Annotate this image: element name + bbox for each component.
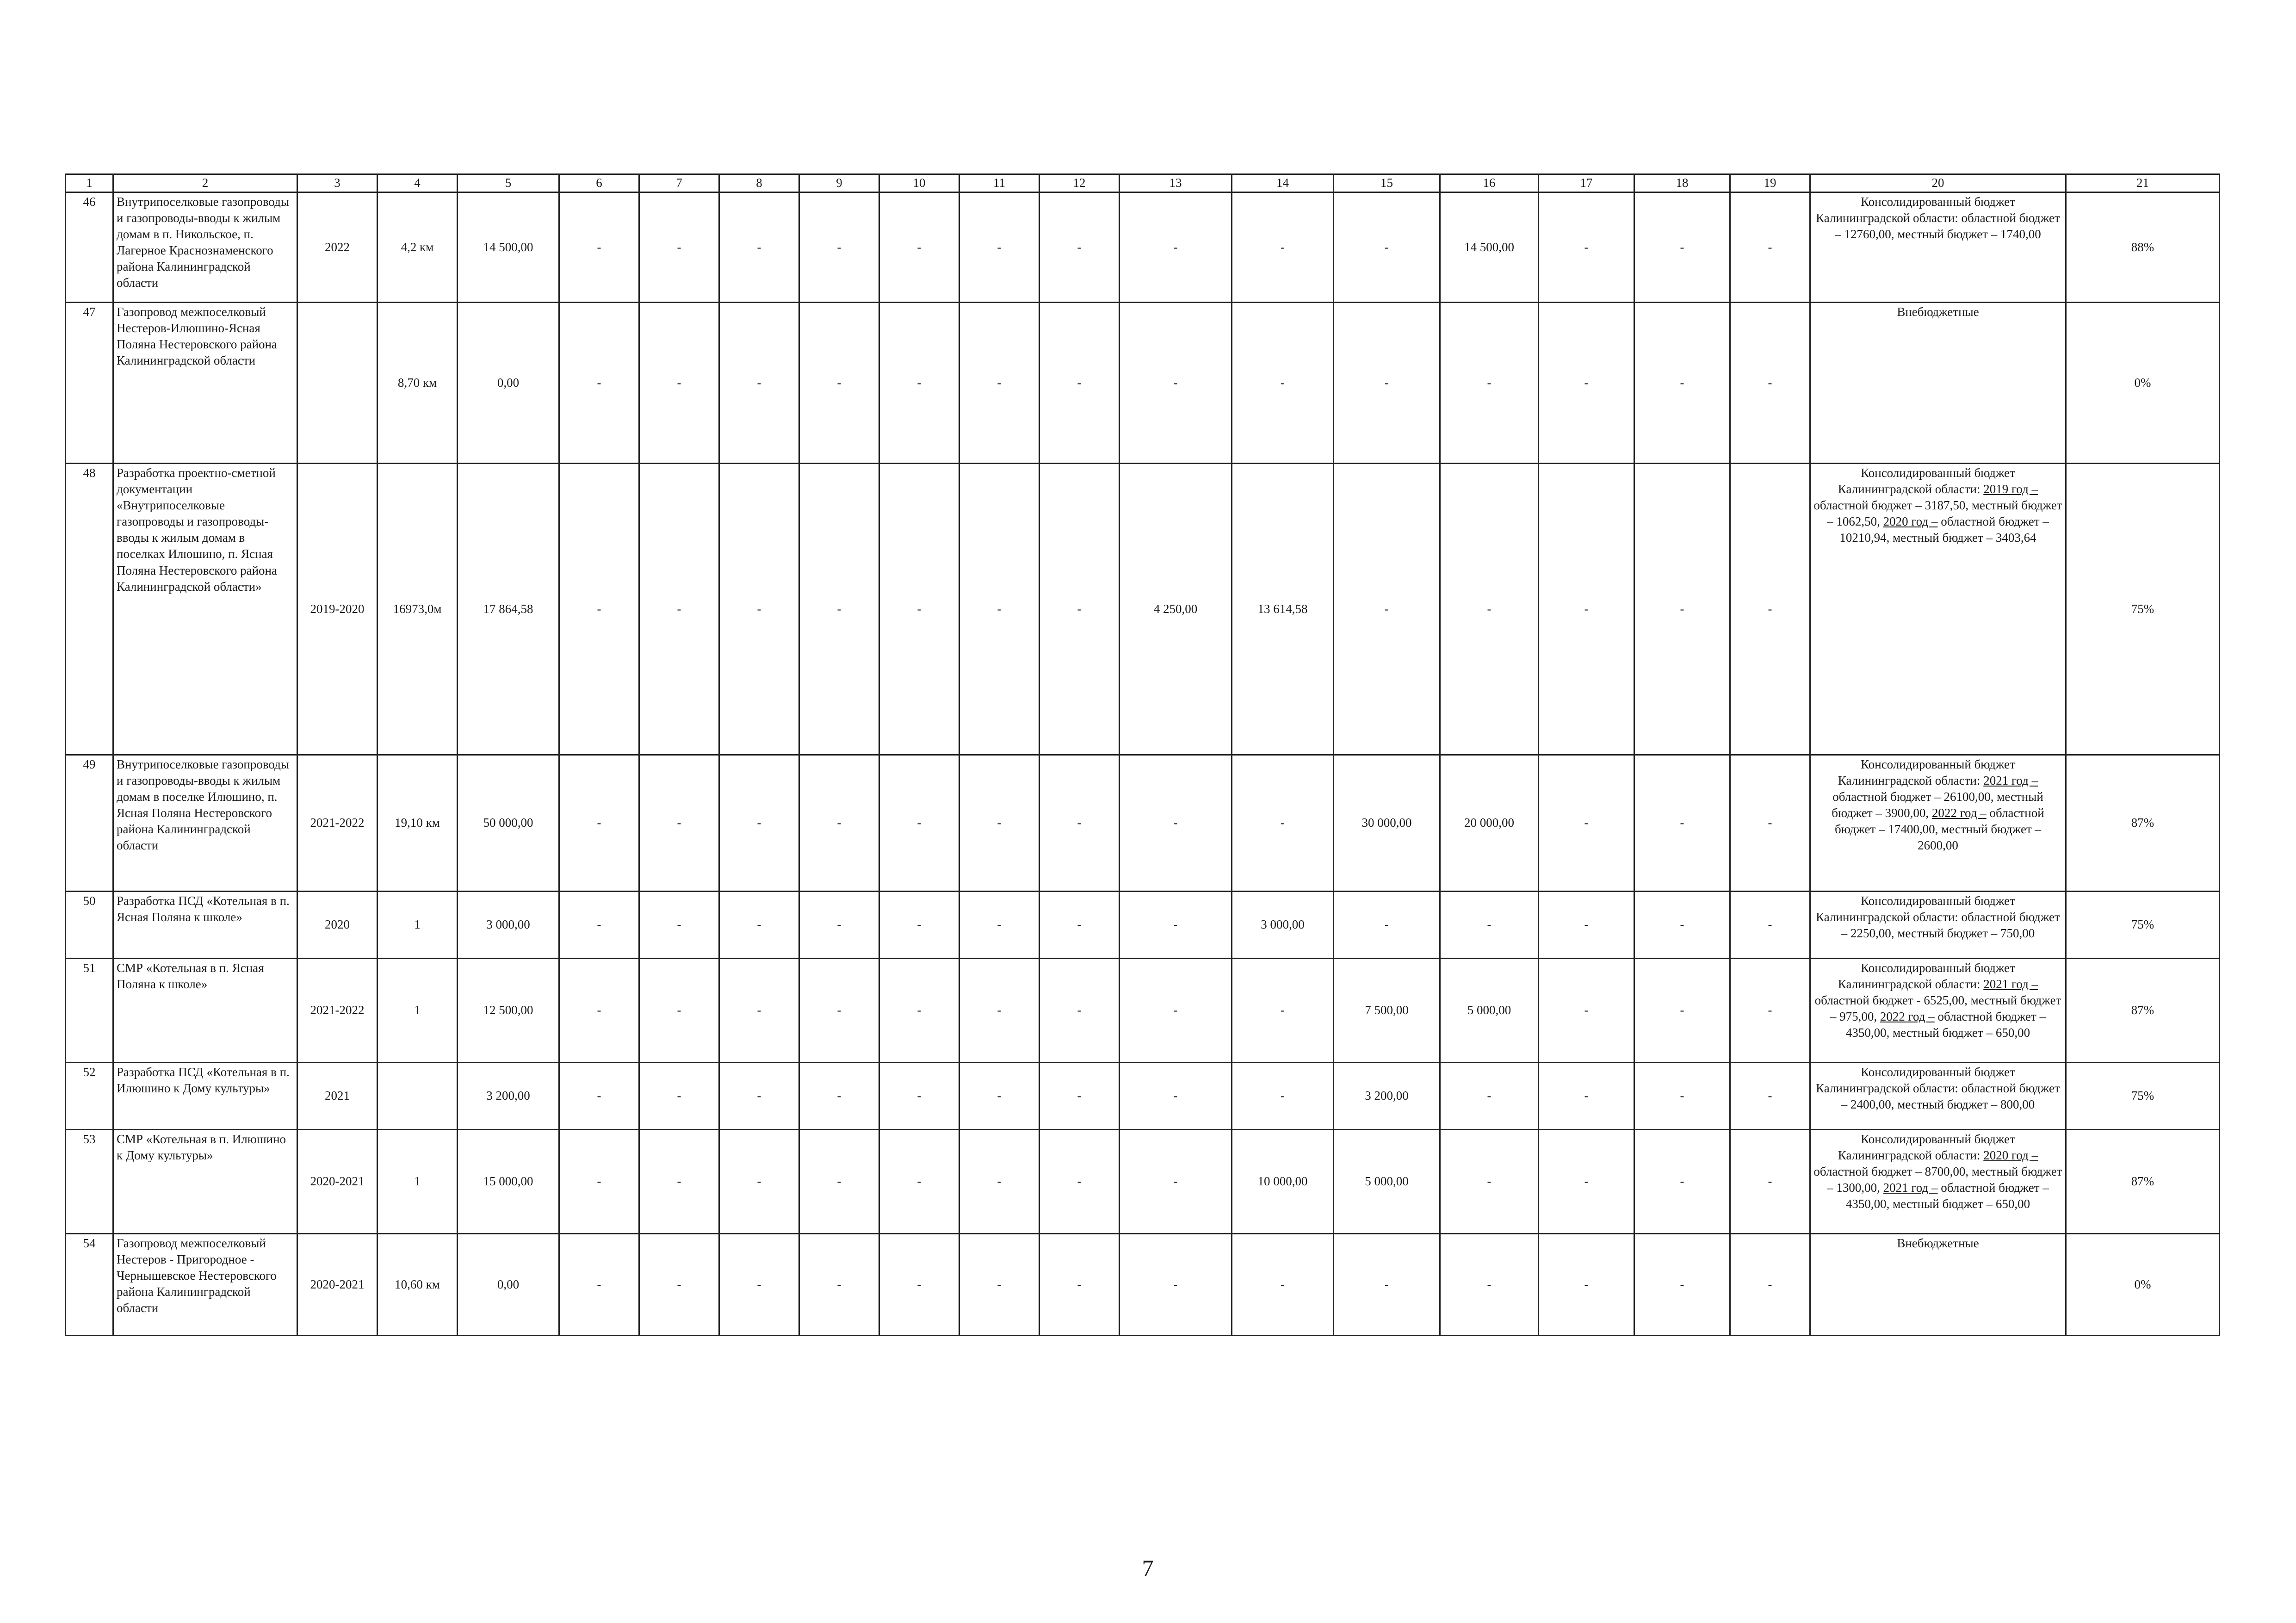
value-cell: - [799,303,879,464]
value-cell: - [959,1234,1040,1336]
value-cell: - [1120,1063,1232,1130]
value-cell: - [799,1234,879,1336]
value-cell: - [559,192,639,303]
column-header: 3 [297,174,378,192]
value-cell: 5 000,00 [1334,1130,1440,1234]
value-cell: - [799,1130,879,1234]
value-cell: - [639,1063,719,1130]
length-cell: 16973,0м [378,464,458,755]
value-cell: - [719,1063,799,1130]
table-row [66,464,2220,755]
value-cell: - [879,1063,959,1130]
row-number: 53 [66,1130,113,1234]
object-name: СМР «Котельная в п. Ясная Поляна к школе» [113,959,297,1063]
column-header: 8 [719,174,799,192]
row-number: 52 [66,1063,113,1130]
funding-text: областной бюджет – 8700,00, местный бюджет – 1300,00, [1813,1165,2062,1195]
value-cell: - [1634,464,1730,755]
funding-text: Консолидированный бюджет Калининградской области: [1838,757,2015,788]
value-cell: - [959,464,1040,755]
funding-source: Консолидированный бюджет Калининградской области: областной бюджет – 12760,00, местный бюджет – 1740,00 [1810,192,2066,303]
value-cell: - [959,959,1040,1063]
value-cell: - [1730,1130,1810,1234]
object-name: Разработка ПСД «Котельная в п. Илюшино к Дому культуры» [113,1063,297,1130]
length-cell: 10,60 км [378,1234,458,1336]
total-cell: 0,00 [458,303,559,464]
value-cell: 3 000,00 [1232,892,1334,959]
value-cell: - [1539,1130,1634,1234]
value-cell: - [1730,464,1810,755]
total-cell: 17 864,58 [458,464,559,755]
funding-year: 2021 год – [1983,774,2038,788]
value-cell: - [1634,1234,1730,1336]
value-cell: - [1730,303,1810,464]
value-cell: - [639,464,719,755]
value-cell: - [559,1234,639,1336]
value-cell: - [1334,892,1440,959]
funding-year: 2021 год – [1983,977,2038,991]
value-cell: - [1120,1130,1232,1234]
value-cell: - [1232,192,1334,303]
row-number: 49 [66,755,113,892]
total-cell: 12 500,00 [458,959,559,1063]
column-header: 19 [1730,174,1810,192]
years-cell: 2020-2021 [297,1130,378,1234]
value-cell: - [719,464,799,755]
funding-source: Консолидированный бюджет Калининградской области: областной бюджет – 2400,00, местный бюджет – 800,00 [1810,1063,2066,1130]
column-header: 18 [1634,174,1730,192]
funding-year: 2021 год – [1883,1181,1938,1195]
value-cell: - [1634,1130,1730,1234]
value-cell: - [1440,1234,1539,1336]
table-row [66,892,2220,959]
funding-text: областной бюджет – 10210,94, местный бюджет – 3403,64 [1839,514,2049,545]
funding-source: Внебюджетные [1810,1234,2066,1336]
value-cell: - [1120,1234,1232,1336]
value-cell: - [1040,303,1120,464]
total-cell: 50 000,00 [458,755,559,892]
funding-source [1810,464,2066,755]
length-cell: 4,2 км [378,192,458,303]
value-cell: 7 500,00 [1334,959,1440,1063]
funding-year: 2022 год – [1931,806,1987,820]
value-cell: - [879,1234,959,1336]
value-cell: - [1334,303,1440,464]
funding-text: областной бюджет - 6525,00, местный бюджет – 975,00, [1814,993,2061,1024]
object-name: Внутрипоселковые газопроводы и газопроводы-вводы к жилым домам в п. Никольское, п. Лагерное Краснознаменского района Калининградской области [113,192,297,303]
value-cell: - [719,959,799,1063]
value-cell: - [1040,1234,1120,1336]
length-cell: 8,70 км [378,303,458,464]
value-cell: - [879,464,959,755]
length-cell: 1 [378,959,458,1063]
value-cell: - [559,1130,639,1234]
value-cell: - [1040,1063,1120,1130]
value-cell: - [1440,1130,1539,1234]
table-row [66,755,2220,892]
value-cell: - [1040,892,1120,959]
value-cell: - [1634,755,1730,892]
value-cell: - [879,892,959,959]
readiness-percent: 75% [2066,892,2220,959]
column-header: 15 [1334,174,1440,192]
column-header: 10 [879,174,959,192]
funding-text: областной бюджет – 4350,00, местный бюджет – 650,00 [1845,1010,2046,1040]
value-cell: - [1539,303,1634,464]
column-header: 20 [1810,174,2066,192]
header-row [66,174,2220,192]
value-cell: - [1120,303,1232,464]
readiness-percent: 0% [2066,303,2220,464]
readiness-percent: 88% [2066,192,2220,303]
value-cell: - [1730,1063,1810,1130]
column-header: 1 [66,174,113,192]
value-cell: - [1120,892,1232,959]
page-number: 7 [1142,1555,1154,1581]
column-header: 21 [2066,174,2220,192]
total-cell: 15 000,00 [458,1130,559,1234]
funding-year: 2022 год – [1880,1010,1935,1024]
column-header: 11 [959,174,1040,192]
value-cell: - [959,1130,1040,1234]
value-cell: - [1539,1063,1634,1130]
value-cell: - [799,192,879,303]
value-cell: - [1040,464,1120,755]
column-header: 14 [1232,174,1334,192]
value-cell: - [1730,755,1810,892]
value-cell: - [879,959,959,1063]
value-cell: - [1334,464,1440,755]
value-cell: - [559,959,639,1063]
value-cell: - [1040,1130,1120,1234]
value-cell: - [1232,959,1334,1063]
row-number: 50 [66,892,113,959]
object-name: Газопровод межпоселковый Нестеров-Илюшино-Ясная Поляна Нестеровского района Калининградской области [113,303,297,464]
value-cell: - [1120,755,1232,892]
value-cell: 30 000,00 [1334,755,1440,892]
value-cell: 5 000,00 [1440,959,1539,1063]
value-cell: - [1040,755,1120,892]
value-cell: - [1120,959,1232,1063]
value-cell: - [1634,1063,1730,1130]
value-cell: - [1440,892,1539,959]
readiness-percent: 87% [2066,959,2220,1063]
funding-source [1810,1130,2066,1234]
table-row [66,1063,2220,1130]
value-cell: - [559,1063,639,1130]
years-cell: 2021-2022 [297,755,378,892]
value-cell: - [639,1130,719,1234]
value-cell: - [1440,303,1539,464]
value-cell: - [1120,192,1232,303]
readiness-percent: 75% [2066,464,2220,755]
value-cell: - [719,192,799,303]
column-header: 2 [113,174,297,192]
value-cell: - [719,892,799,959]
value-cell: 13 614,58 [1232,464,1334,755]
value-cell: 10 000,00 [1232,1130,1334,1234]
readiness-percent: 87% [2066,755,2220,892]
length-cell: 1 [378,1130,458,1234]
value-cell: - [1539,755,1634,892]
value-cell: - [959,303,1040,464]
readiness-percent: 0% [2066,1234,2220,1336]
funding-text: Консолидированный бюджет Калининградской области: [1838,1132,2015,1163]
object-name: Разработка проектно-сметной документации «Внутрипоселковые газопроводы и газопроводы-вводы к жилым домам в поселках Илюшино, п. Ясная Поляна Нестеровского района Калининградской области» [113,464,297,755]
table-row [66,303,2220,464]
value-cell: - [1730,892,1810,959]
value-cell: - [719,303,799,464]
column-header: 5 [458,174,559,192]
value-cell: - [1232,1063,1334,1130]
years-cell: 2021-2022 [297,959,378,1063]
value-cell: - [1539,1234,1634,1336]
row-number: 48 [66,464,113,755]
investment-table [65,173,2220,1336]
funding-source [1810,959,2066,1063]
value-cell: - [959,1063,1040,1130]
value-cell: - [1232,303,1334,464]
value-cell: - [719,1130,799,1234]
value-cell: - [639,1234,719,1336]
column-header: 6 [559,174,639,192]
value-cell: - [959,892,1040,959]
table-row [66,1234,2220,1336]
value-cell: - [559,892,639,959]
value-cell: - [639,192,719,303]
column-header: 7 [639,174,719,192]
length-cell [378,1063,458,1130]
years-cell: 2022 [297,192,378,303]
object-name: Газопровод межпоселковый Нестеров - Пригородное - Чернышевское Нестеровского района Калининградской области [113,1234,297,1336]
value-cell: 3 200,00 [1334,1063,1440,1130]
column-header: 13 [1120,174,1232,192]
value-cell: - [799,892,879,959]
row-number: 47 [66,303,113,464]
object-name: СМР «Котельная в п. Илюшино к Дому культуры» [113,1130,297,1234]
value-cell: - [1634,959,1730,1063]
funding-source: Консолидированный бюджет Калининградской области: областной бюджет – 2250,00, местный бюджет – 750,00 [1810,892,2066,959]
column-header: 16 [1440,174,1539,192]
value-cell: - [1232,1234,1334,1336]
value-cell: - [639,959,719,1063]
value-cell: - [559,303,639,464]
column-header: 9 [799,174,879,192]
years-cell: 2021 [297,1063,378,1130]
value-cell: - [639,892,719,959]
value-cell: 20 000,00 [1440,755,1539,892]
value-cell: - [1539,959,1634,1063]
value-cell: - [1539,892,1634,959]
value-cell: - [1730,1234,1810,1336]
value-cell: - [559,464,639,755]
readiness-percent: 75% [2066,1063,2220,1130]
total-cell: 14 500,00 [458,192,559,303]
table-row [66,192,2220,303]
funding-year: 2020 год – [1883,514,1938,529]
column-header: 17 [1539,174,1634,192]
funding-year: 2020 год – [1983,1148,2038,1163]
value-cell: - [1539,464,1634,755]
funding-text: Консолидированный бюджет Калининградской области: [1838,466,2015,496]
years-cell: 2019-2020 [297,464,378,755]
table-row [66,959,2220,1063]
funding-text: областной бюджет – 26100,00, местный бюджет – 3900,00, [1832,790,2043,820]
value-cell: - [879,755,959,892]
value-cell: - [1334,192,1440,303]
value-cell: - [559,755,639,892]
row-number: 54 [66,1234,113,1336]
length-cell: 19,10 км [378,755,458,892]
value-cell: 14 500,00 [1440,192,1539,303]
column-header: 12 [1040,174,1120,192]
value-cell: - [959,192,1040,303]
funding-text: областной бюджет – 4350,00, местный бюджет – 650,00 [1845,1181,2049,1211]
object-name: Внутрипоселковые газопроводы и газопроводы-вводы к жилым домам в поселке Илюшино, п. Ясная Поляна Нестеровского района Калининградской области [113,755,297,892]
value-cell: - [1634,303,1730,464]
value-cell: - [1040,192,1120,303]
value-cell: - [639,755,719,892]
value-cell: - [799,755,879,892]
value-cell: - [639,303,719,464]
value-cell: - [1040,959,1120,1063]
value-cell: - [799,464,879,755]
value-cell: - [719,1234,799,1336]
value-cell: - [1334,1234,1440,1336]
object-name: Разработка ПСД «Котельная в п. Ясная Поляна к школе» [113,892,297,959]
value-cell: 4 250,00 [1120,464,1232,755]
length-cell: 1 [378,892,458,959]
table-row [66,1130,2220,1234]
value-cell: - [1232,755,1334,892]
row-number: 46 [66,192,113,303]
years-cell: 2020 [297,892,378,959]
value-cell: - [1634,892,1730,959]
readiness-percent: 87% [2066,1130,2220,1234]
funding-text: областной бюджет – 3187,50, местный бюджет – 1062,50, [1813,498,2062,529]
funding-year: 2019 год – [1983,482,2038,496]
row-number: 51 [66,959,113,1063]
value-cell: - [879,192,959,303]
value-cell: - [959,755,1040,892]
funding-text: Консолидированный бюджет Калининградской области: [1838,961,2015,991]
value-cell: - [1730,959,1810,1063]
total-cell: 3 200,00 [458,1063,559,1130]
value-cell: - [879,1130,959,1234]
value-cell: - [1440,464,1539,755]
value-cell: - [1539,192,1634,303]
value-cell: - [799,1063,879,1130]
value-cell: - [799,959,879,1063]
funding-source: Внебюджетные [1810,303,2066,464]
value-cell: - [1730,192,1810,303]
years-cell [297,303,378,464]
total-cell: 0,00 [458,1234,559,1336]
column-header: 4 [378,174,458,192]
funding-source [1810,755,2066,892]
years-cell: 2020-2021 [297,1234,378,1336]
total-cell: 3 000,00 [458,892,559,959]
value-cell: - [879,303,959,464]
funding-text: областной бюджет – 17400,00, местный бюджет – 2600,00 [1834,806,2044,853]
value-cell: - [1634,192,1730,303]
value-cell: - [719,755,799,892]
value-cell: - [1440,1063,1539,1130]
